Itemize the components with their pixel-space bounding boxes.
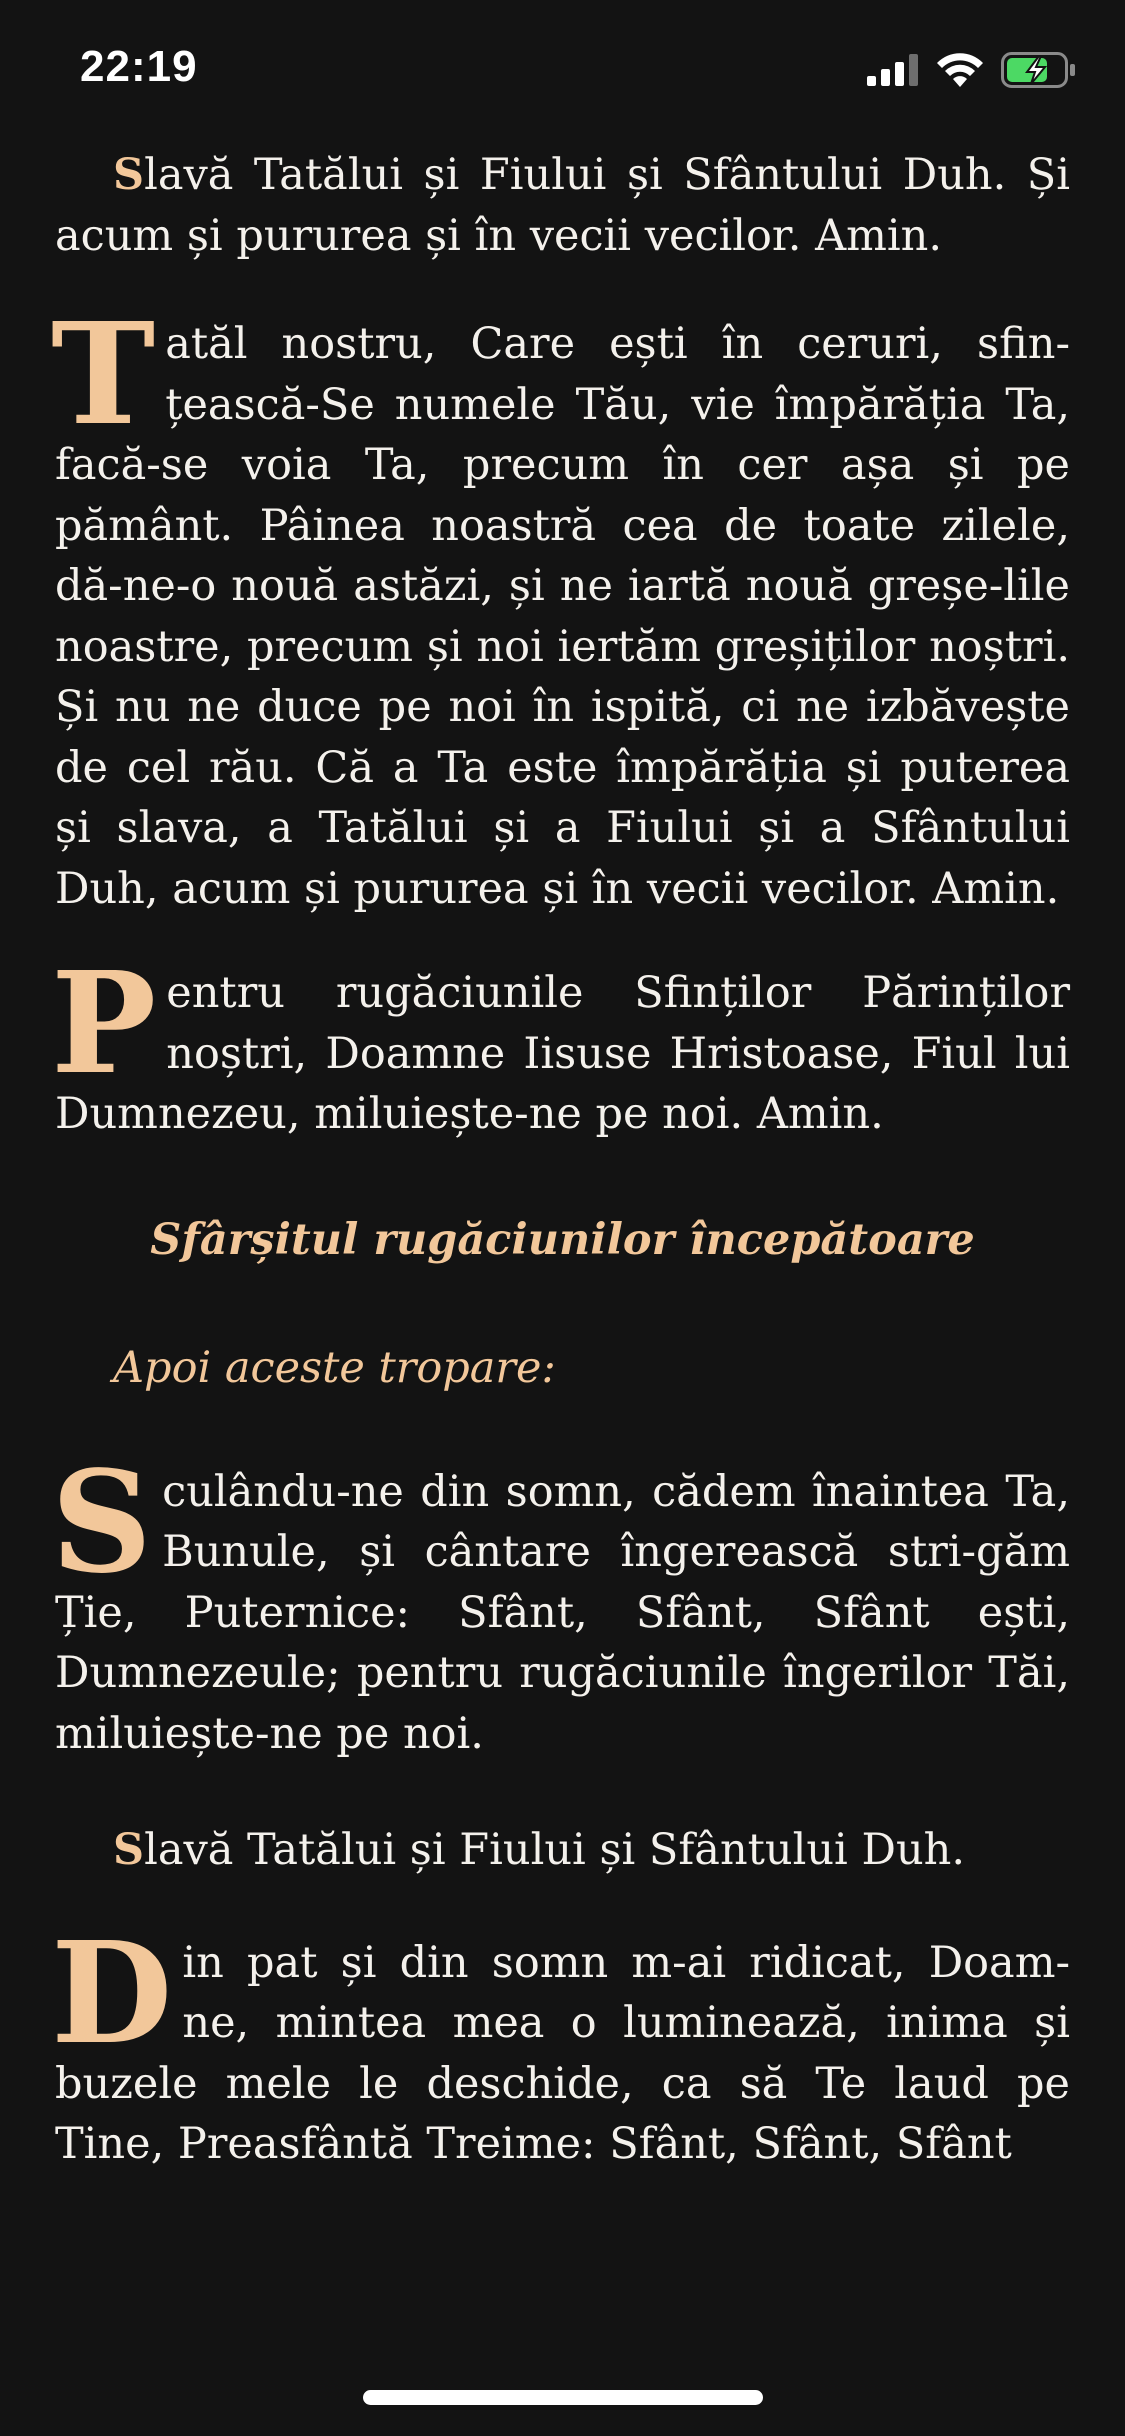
paragraph-text: lavă Tatălui și Fiului și Sfântului Duh. — [144, 1825, 966, 1875]
paragraph-text: entru rugăciunile Sfinților Părinților noștri, Doamne Iisuse Hristoase, Fiul lui Dumnezeu, miluiește-ne pe noi. Amin. — [55, 968, 1070, 1139]
paragraph-sculandu-ne — [51, 1440, 1070, 1765]
paragraph-slava-2 — [55, 1820, 1070, 1881]
initial-letter: S — [113, 1825, 145, 1875]
paragraph-din-pat — [51, 1911, 1070, 2175]
initial-letter: S — [113, 150, 145, 200]
paragraph-text: culându-ne din somn, cădem înaintea Ta, Bunule, și cântare îngerească stri-găm Ție, Puternice: Sfânt, Sfânt, Sfânt ești, Dumnezeule; pentru rugăciunile îngerilor Tăi, miluiește-ne pe noi. — [55, 1466, 1070, 1759]
battery-charging-icon — [1001, 52, 1077, 88]
status-icons — [867, 48, 1077, 92]
drop-cap-initial: S — [51, 1440, 153, 1605]
status-bar — [0, 0, 1125, 132]
paragraph-text: in pat și din somn m-ai ridicat, Doam-ne, mintea mea o luminează, inima și buzele mele le deschide, ca să Te laud pe Tine, Preasfântă Treime: Sfânt, Sfânt, Sfânt — [55, 1937, 1070, 2169]
section-title: Sfârșitul rugăciunilor începătoare — [150, 1214, 975, 1265]
paragraph-text: lavă Tatălui și Fiului și Sfântului Duh. Și acum și pururea și în vecii vecilor. Amin. — [55, 150, 1070, 261]
paragraph-tatal-nostru — [51, 293, 1070, 919]
drop-cap-initial: P — [51, 942, 157, 1106]
paragraph-text: atăl nostru, Care ești în ceruri, sfin-țească-Se numele Tău, vie împărăția Ta, facă-se voia Ta, precum în cer așa și pe pământ. Pâinea noastră cea de toate zilele, dă-ne-o nouă astăzi, și ne iartă nouă greșe-lile noastre, precum și noi iertăm greșiților noștri. Și nu ne duce pe noi în ispită, ci ne izbăvește de cel rău. Că a Ta este împărăția și puterea și slava, a Tatălui și a Fiului și a Sfântului Duh, acum și pururea și în vecii vecilor. Amin. — [55, 319, 1070, 914]
drop-cap-initial: T — [51, 293, 156, 457]
paragraph-pentru-rugaciunile — [51, 942, 1070, 1145]
cellular-signal-icon — [867, 54, 919, 86]
drop-cap-initial: D — [51, 1911, 173, 2076]
rubric-note: Apoi aceste tropare: — [113, 1342, 556, 1393]
reading-page[interactable] — [51, 135, 1070, 2175]
wifi-icon — [937, 53, 983, 87]
paragraph-slava-1 — [55, 145, 1070, 266]
home-indicator[interactable] — [363, 2390, 763, 2405]
status-time: 22:19 — [80, 42, 198, 91]
